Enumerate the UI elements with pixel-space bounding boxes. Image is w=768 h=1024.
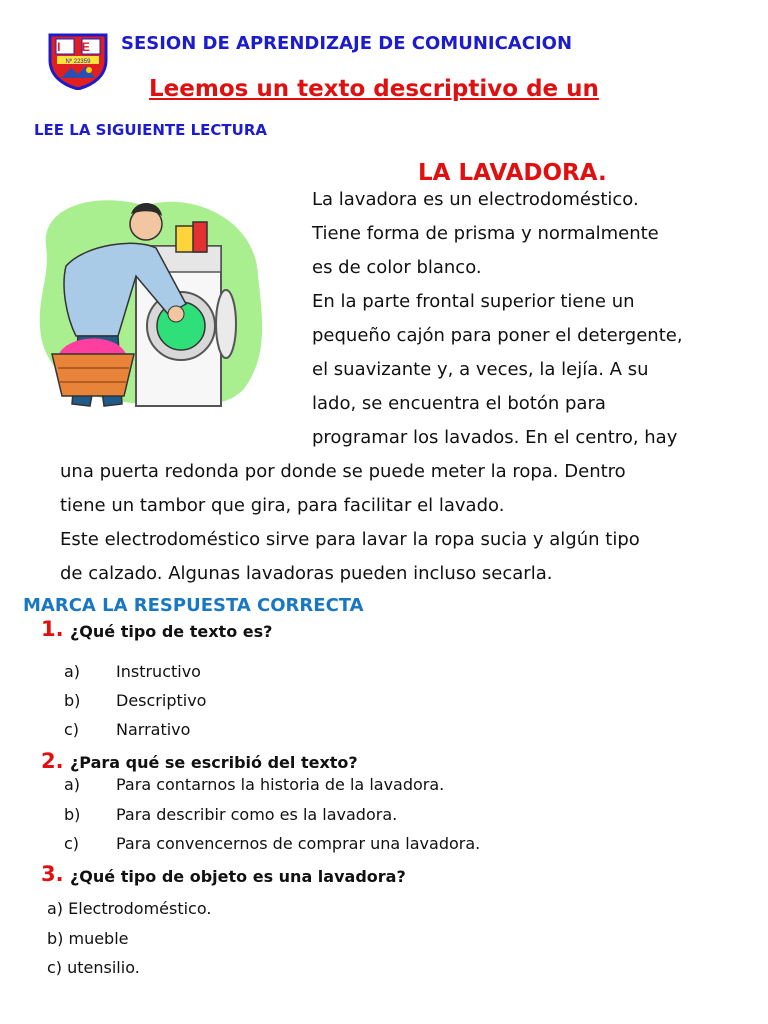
washing-machine-illustration	[36, 186, 266, 420]
option-text[interactable]: a) Electrodoméstico.	[47, 899, 212, 918]
reading-line: de calzado. Algunas lavadoras pueden incluso secarla.	[60, 563, 553, 584]
reading-line: Este electrodoméstico sirve para lavar la ropa sucia y algún tipo	[60, 529, 640, 550]
reading-title: LA LAVADORA.	[418, 160, 607, 186]
option-text[interactable]: Instructivo	[116, 662, 201, 681]
reading-line: es de color blanco.	[312, 257, 482, 278]
option-text[interactable]: Narrativo	[116, 720, 191, 739]
option-text[interactable]: c) utensilio.	[47, 958, 140, 977]
page-title: Leemos un texto descriptivo de un	[149, 76, 599, 102]
question-number: 3.	[41, 862, 64, 886]
school-crest-logo	[47, 32, 109, 90]
reading-line: tiene un tambor que gira, para facilitar el lavado.	[60, 495, 505, 516]
option-text[interactable]: Para describir como es la lavadora.	[116, 805, 398, 824]
question-text: ¿Para qué se escribió del texto?	[70, 753, 358, 772]
option-text[interactable]: Descriptivo	[116, 691, 207, 710]
logo-text: I E	[57, 40, 99, 54]
question-text: ¿Qué tipo de objeto es una lavadora?	[70, 867, 406, 886]
logo-number: Nº 22359	[65, 59, 91, 65]
option-letter: a)	[64, 775, 81, 794]
reading-line: una puerta redonda por donde se puede meter la ropa. Dentro	[60, 461, 626, 482]
question-text: ¿Qué tipo de texto es?	[70, 622, 273, 641]
reading-line: programar los lavados. En el centro, hay	[312, 427, 678, 448]
header-title: SESION DE APRENDIZAJE DE COMUNICACION	[121, 33, 573, 54]
reading-line: pequeño cajón para poner el detergente,	[312, 325, 683, 346]
reading-line: el suavizante y, a veces, la lejía. A su	[312, 359, 649, 380]
instruction-text: LEE LA SIGUIENTE LECTURA	[34, 121, 268, 139]
option-text[interactable]: Para contarnos la historia de la lavadora.	[116, 775, 445, 794]
option-letter: a)	[64, 662, 81, 681]
option-letter: c)	[64, 720, 80, 739]
reading-line: Tiene forma de prisma y normalmente	[312, 223, 659, 244]
reading-line: En la parte frontal superior tiene un	[312, 291, 635, 312]
question-number: 2.	[41, 749, 64, 773]
option-letter: b)	[64, 691, 81, 710]
question-number: 1.	[41, 617, 64, 641]
option-text[interactable]: b) mueble	[47, 929, 129, 948]
reading-line: lado, se encuentra el botón para	[312, 393, 606, 414]
reading-line: La lavadora es un electrodoméstico.	[312, 189, 639, 210]
option-letter: b)	[64, 805, 81, 824]
option-text[interactable]: Para convencernos de comprar una lavadora.	[116, 834, 481, 853]
option-letter: c)	[64, 834, 80, 853]
section-title: MARCA LA RESPUESTA CORRECTA	[23, 595, 364, 616]
